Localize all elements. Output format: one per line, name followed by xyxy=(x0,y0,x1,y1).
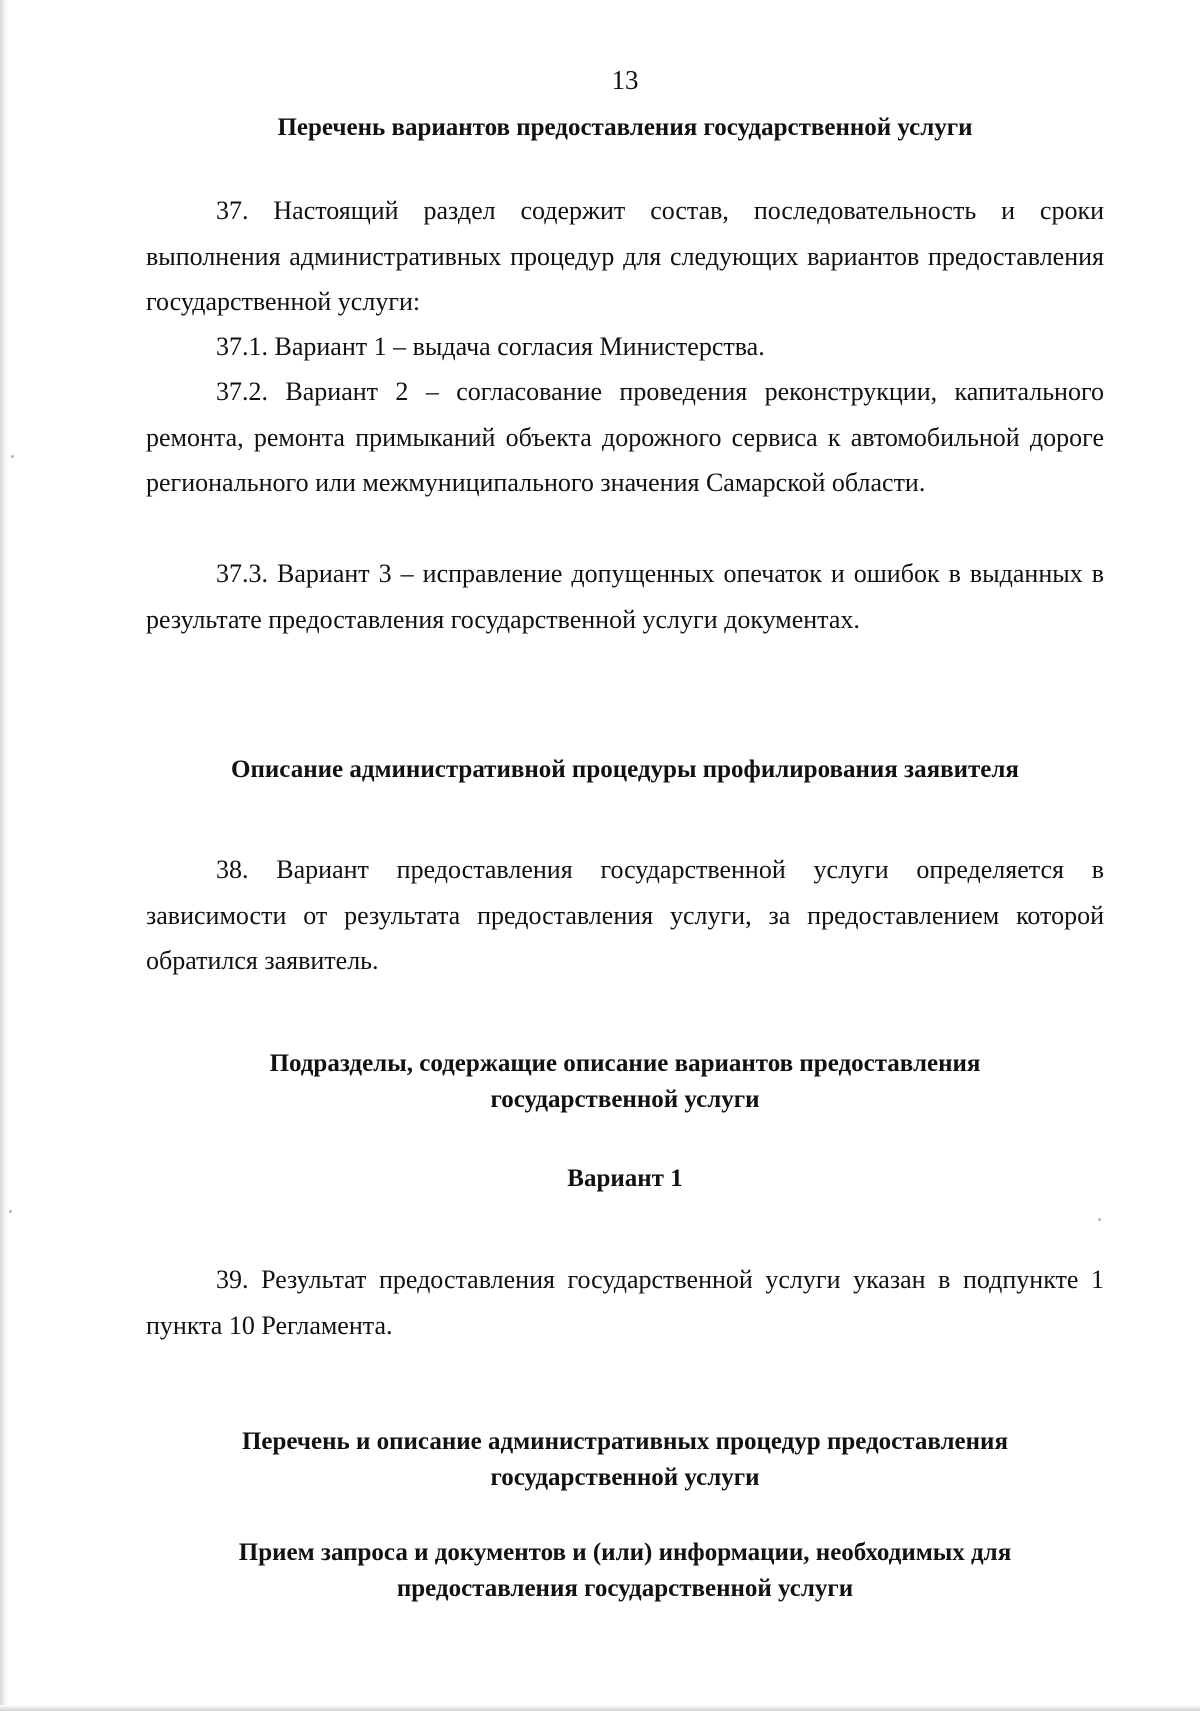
heading-line: государственной услуги xyxy=(490,1464,760,1491)
section-heading-procedures xyxy=(146,1424,1104,1496)
scan-edge-bottom xyxy=(0,1705,1200,1711)
page-number: 13 xyxy=(611,65,639,95)
section-heading-variants-list: Перечень вариантов предоставления государственной услуги xyxy=(277,114,973,141)
scan-speck xyxy=(11,455,14,458)
scan-speck xyxy=(9,1210,12,1213)
paragraph-37-3: 37.3. Вариант 3 – исправление допущенных опечаток и ошибок в выданных в результате предоставления государственной услуги документах. xyxy=(146,559,1104,634)
scan-edge-left xyxy=(0,0,8,1711)
heading-line: Прием запроса и документов и (или) информации, необходимых для xyxy=(238,1539,1012,1566)
paragraph-37-2: 37.2. Вариант 2 – согласование проведения реконструкции, капитального ремонта, ремонта примыканий объекта дорожного сервиса к автомобильной дороге регионального или межмуниципального значения Самарской области. xyxy=(146,377,1104,497)
section-heading-subsections xyxy=(146,1046,1104,1118)
heading-line: Перечень и описание административных процедур предоставления xyxy=(241,1428,1008,1455)
scan-speck xyxy=(1098,1218,1101,1221)
heading-line: Подразделы, содержащие описание вариантов предоставления xyxy=(269,1050,981,1077)
heading-line: государственной услуги xyxy=(490,1086,760,1113)
paragraph-38: 38. Вариант предоставления государственной услуги определяется в зависимости от результата предоставления услуги, за предоставлением которой обратился заявитель. xyxy=(146,855,1104,975)
section-heading-profiling: Описание административной процедуры профилирования заявителя xyxy=(231,756,1019,783)
paragraph-37: 37. Настоящий раздел содержит состав, последовательность и сроки выполнения административных процедур для следующих вариантов предоставления государственной услуги: xyxy=(146,196,1104,316)
paragraph-39: 39. Результат предоставления государственной услуги указан в подпункте 1 пункта 10 Регламента. xyxy=(146,1265,1104,1340)
paragraph-37-1: 37.1. Вариант 1 – выдача согласия Министерства. xyxy=(216,332,765,361)
subheading-variant-1: Вариант 1 xyxy=(567,1165,683,1192)
heading-line: предоставления государственной услуги xyxy=(396,1575,854,1602)
section-heading-request-intake xyxy=(146,1535,1104,1607)
